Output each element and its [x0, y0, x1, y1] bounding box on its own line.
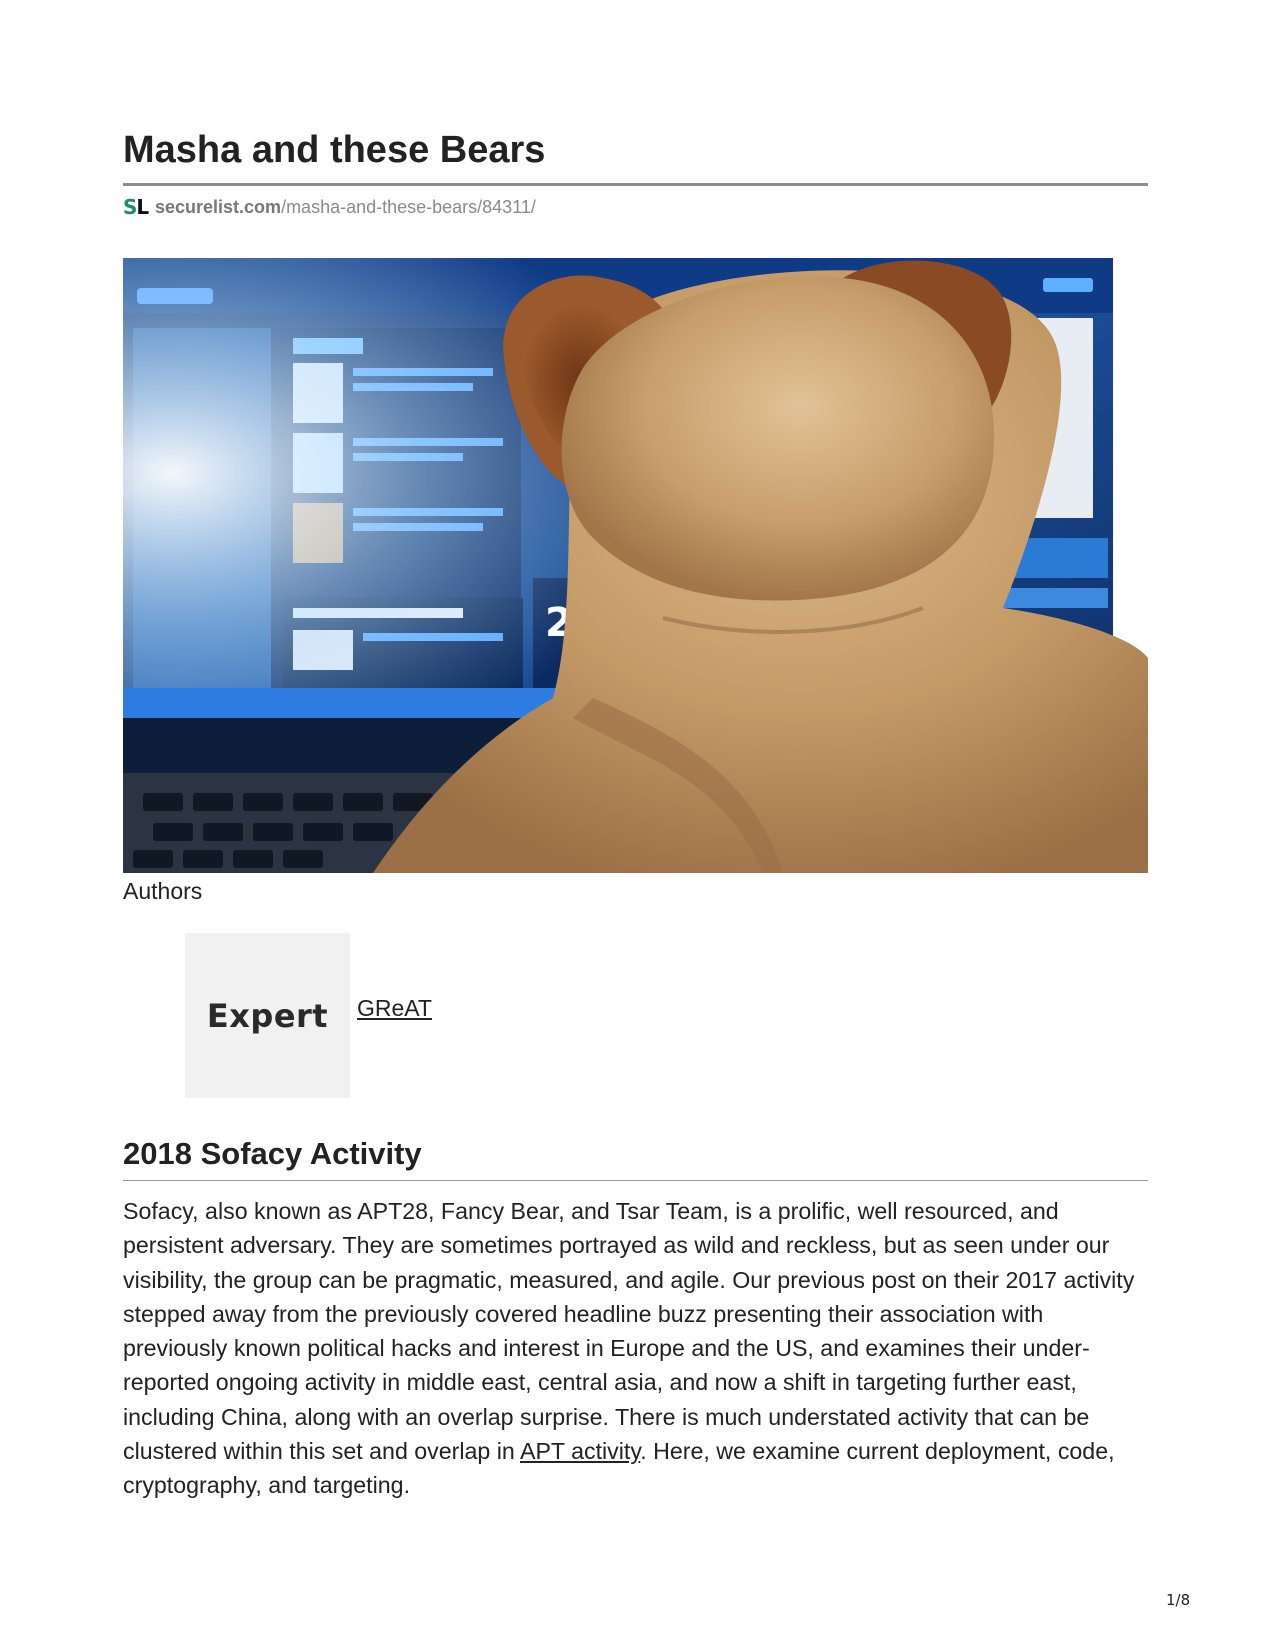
section-title: 2018 Sofacy Activity: [123, 1136, 422, 1171]
source-path[interactable]: /masha-and-these-bears/84311/: [281, 196, 536, 217]
author-avatar[interactable]: [185, 933, 350, 1098]
paragraph-text-before-link: Sofacy, also known as APT28, Fancy Bear, and Tsar Team, is a prolific, well resourced, and persistent adversary. They are sometimes portrayed as wild and reckless, but as seen under our visibility, the group can be pragmatic, measured, and agile. Our previous post on their 2017 activity stepped away from the previously covered headline buzz presenting their association with previously known political hacks and interest in Europe and the US, and examines their under-reported ongoing activity in middle east, central asia, and now a shift in targeting further east, including China, along with an overlap surprise. There is much understated activity that can be clustered within this set and overlap in: [123, 1198, 1135, 1465]
source-domain[interactable]: securelist.com: [155, 196, 282, 217]
source-line[interactable]: [123, 194, 536, 220]
section-divider: [123, 1180, 1148, 1181]
hero-image: [123, 258, 1148, 873]
authors-label: Authors: [123, 878, 203, 904]
apt-activity-link[interactable]: APT activity: [519, 1438, 641, 1465]
page-number: 1/8: [1166, 1591, 1191, 1609]
article-title: Masha and these Bears: [123, 129, 546, 171]
body-paragraph: [123, 1194, 1148, 1503]
paragraph-text-after-link: . Here, we examine current deployment, code, cryptography, and targeting.: [123, 1438, 1115, 1499]
logo-letter-l: L: [136, 195, 149, 219]
author-card[interactable]: [185, 933, 432, 1098]
title-divider: [123, 183, 1148, 186]
logo-letter-s: S: [123, 195, 137, 219]
author-avatar-text: Expert: [206, 996, 329, 1035]
author-name-link[interactable]: GReAT: [357, 995, 432, 1021]
securelist-logo-icon: [123, 196, 147, 218]
